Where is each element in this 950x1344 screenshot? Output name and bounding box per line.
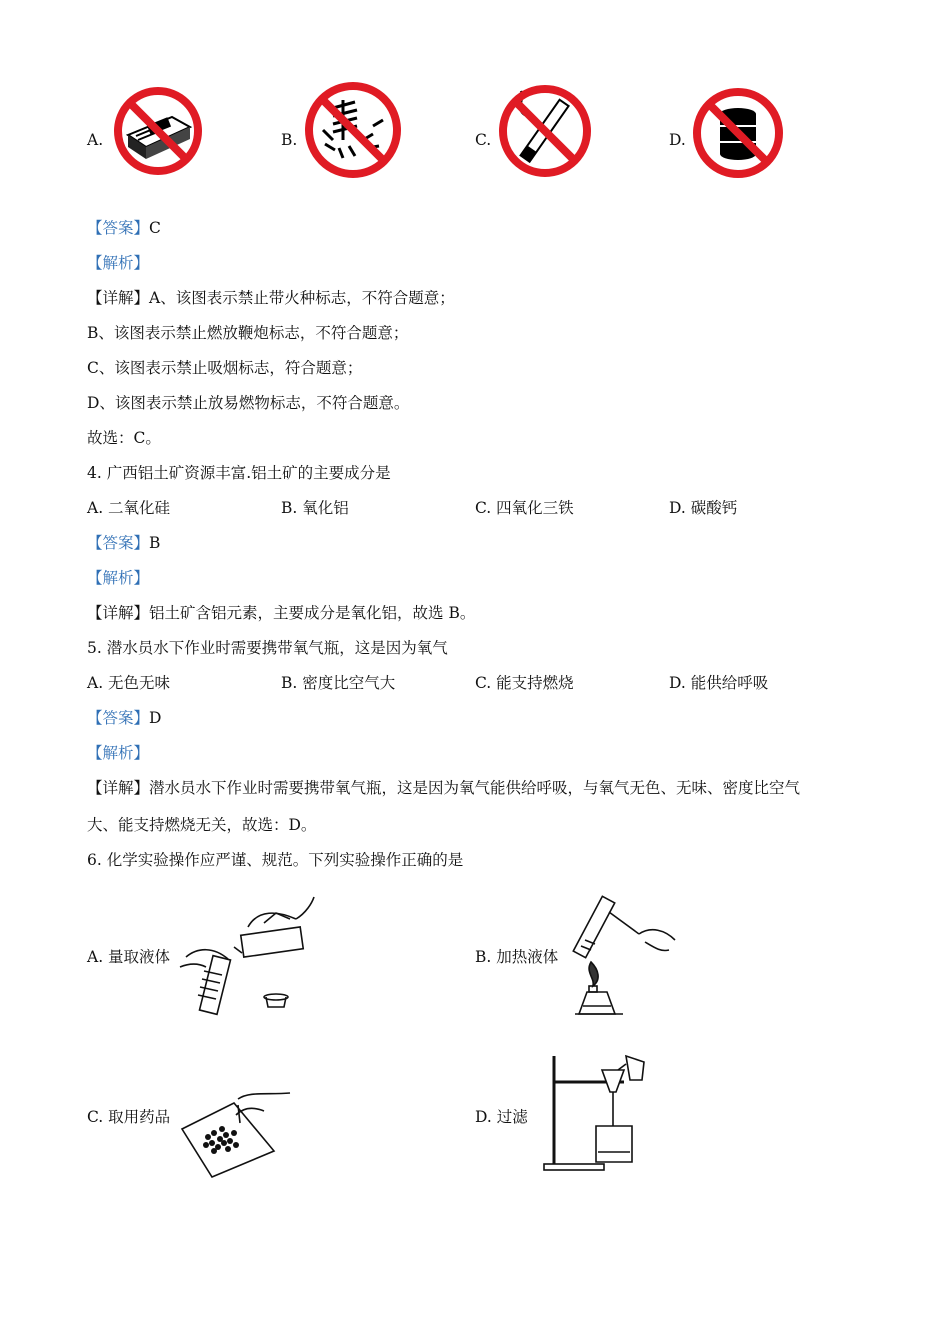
answer-value: C bbox=[149, 219, 161, 237]
option-b-label: B. bbox=[281, 131, 298, 149]
answer-value: B bbox=[149, 534, 161, 552]
q6-stem: 6. 化学实验操作应严谨、规范。下列实验操作正确的是 bbox=[87, 851, 464, 869]
detail-tag: 【详解】 bbox=[87, 604, 150, 622]
option-a-label: A. bbox=[87, 131, 104, 149]
q4-option-c: C. 四氧化三铁 bbox=[475, 499, 574, 517]
q5-option-c: C. 能支持燃烧 bbox=[475, 674, 574, 692]
detail-tag: 【详解】 bbox=[87, 779, 150, 797]
q4-option-a: A. 二氧化硅 bbox=[87, 499, 171, 517]
q3-conclusion: 故选：C。 bbox=[87, 429, 161, 447]
answer-tag: 【答案】 bbox=[87, 534, 150, 552]
q6-option-d-label: D. 过滤 bbox=[475, 1108, 528, 1126]
detail-text: A、该图表示禁止带火种标志，不符合题意； bbox=[149, 289, 455, 307]
q3-detail-line-4: D、该图表示禁止放易燃物标志，不符合题意。 bbox=[87, 394, 410, 412]
detail-text: 潜水员水下作业时需要携带氧气瓶，这是因为氧气能供给呼吸，与氧气无色、无味、密度比空气 bbox=[149, 779, 801, 797]
answer-tag: 【答案】 bbox=[87, 709, 150, 727]
q4-option-b: B. 氧化铝 bbox=[281, 499, 349, 517]
q5-detail-line-2: 大、能支持燃烧无关，故选：D。 bbox=[87, 816, 317, 834]
q6-option-b-label: B. 加热液体 bbox=[475, 948, 559, 966]
q6-option-a-label: A. 量取液体 bbox=[87, 948, 171, 966]
q4-stem: 4. 广西铝土矿资源丰富.铝土矿的主要成分是 bbox=[87, 464, 391, 482]
q4-detail bbox=[87, 601, 475, 623]
q5-detail-line-1 bbox=[87, 776, 800, 798]
q3-detail-line-1 bbox=[87, 286, 455, 308]
q5-answer bbox=[87, 706, 161, 728]
no-flammables-icon bbox=[691, 86, 785, 180]
option-c-label: C. bbox=[475, 131, 492, 149]
answer-tag: 【答案】 bbox=[87, 219, 150, 237]
answer-value: D bbox=[149, 709, 162, 727]
detail-tag: 【详解】 bbox=[87, 289, 150, 307]
q5-option-b: B. 密度比空气大 bbox=[281, 674, 396, 692]
no-smoking-icon bbox=[497, 83, 593, 179]
no-fireworks-icon bbox=[303, 80, 403, 180]
q5-option-d: D. 能供给呼吸 bbox=[669, 674, 769, 692]
q4-option-d: D. 碳酸钙 bbox=[669, 499, 738, 517]
q3-detail-line-3: C、该图表示禁止吸烟标志，符合题意； bbox=[87, 359, 363, 377]
detail-text: 铝土矿含铝元素，主要成分是氧化铝，故选 B。 bbox=[149, 604, 476, 622]
q5-analysis-tag: 【解析】 bbox=[87, 744, 150, 762]
q4-answer bbox=[87, 531, 160, 553]
q5-stem: 5. 潜水员水下作业时需要携带氧气瓶，这是因为氧气 bbox=[87, 639, 448, 657]
q3-analysis-tag: 【解析】 bbox=[87, 254, 150, 272]
q5-option-a: A. 无色无味 bbox=[87, 674, 171, 692]
q6-option-c-label: C. 取用药品 bbox=[87, 1108, 171, 1126]
q3-answer bbox=[87, 216, 161, 238]
measure-liquid-icon bbox=[178, 893, 318, 1018]
option-d-label: D. bbox=[669, 131, 686, 149]
filtration-icon bbox=[540, 1052, 650, 1177]
heat-liquid-icon bbox=[565, 890, 685, 1020]
no-fire-source-icon bbox=[110, 85, 206, 177]
q4-analysis-tag: 【解析】 bbox=[87, 569, 150, 587]
take-chemical-icon bbox=[178, 1085, 298, 1180]
q3-detail-line-2: B、该图表示禁止燃放鞭炮标志，不符合题意； bbox=[87, 324, 409, 342]
